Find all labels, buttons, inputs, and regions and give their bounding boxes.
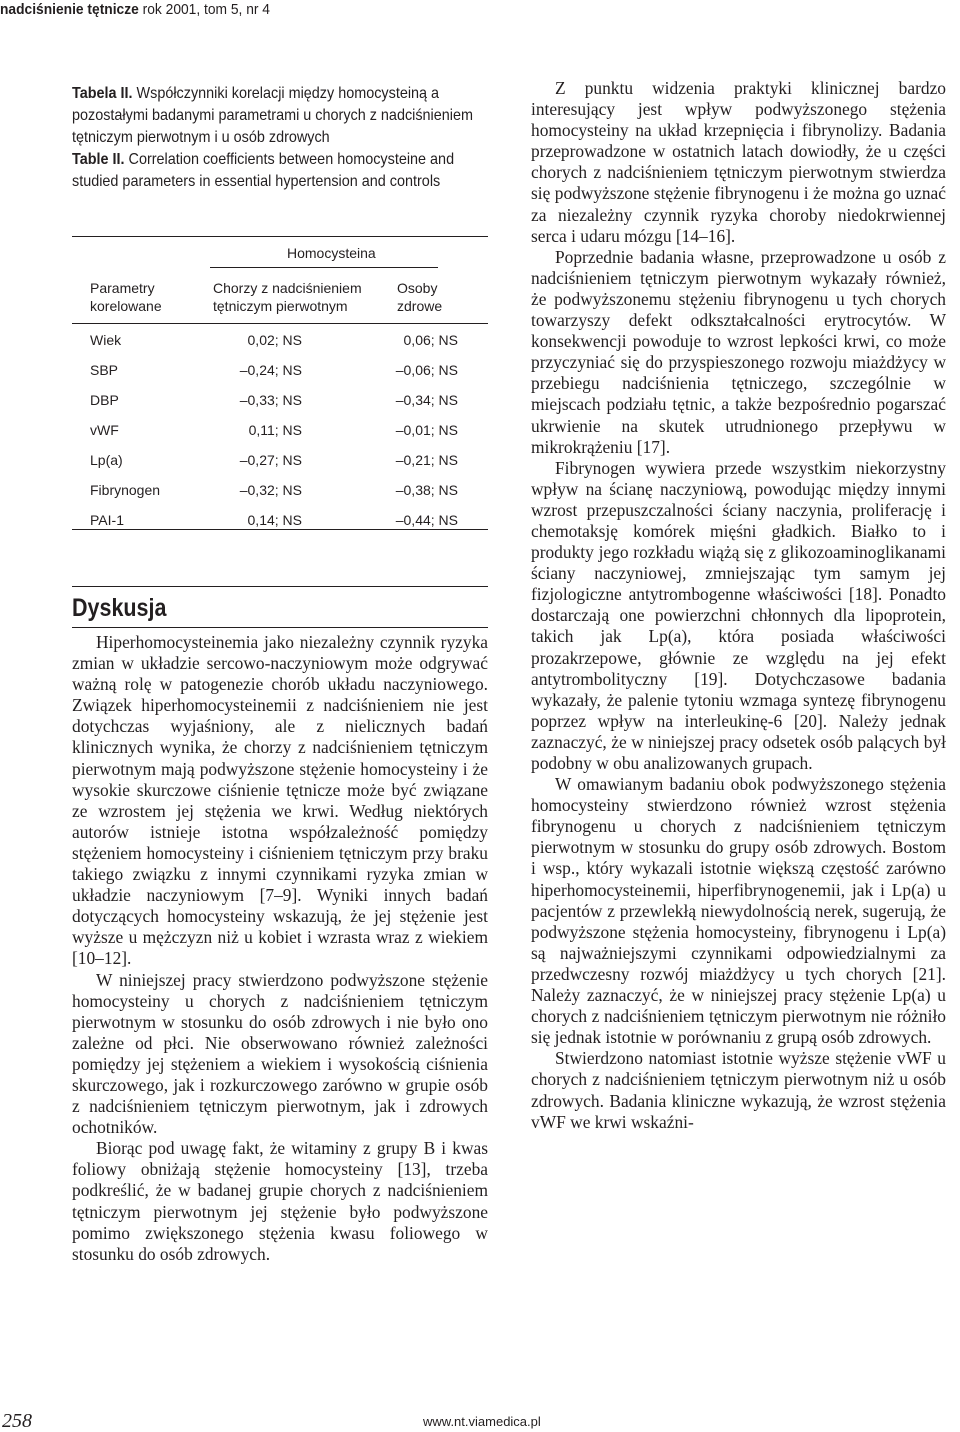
section-rule-bottom	[72, 627, 488, 628]
col-header-parameter-line2: korelowane	[90, 298, 162, 314]
paragraph: Fibrynogen wywiera przede wszystkim niekorzystny wpływ na ścianę naczyniową, powodując między innymi wzrost przepuszczalności ściany naczynia, proliferację i chemotaksję komórek mięśni gładkich. Białko to i produkty jego rozkładu wiążą się z glikozoaminoglikanami ściany naczyniowej, zmniejszając tym samym jej fizjologiczne antytrombogenne właściwości [18]. Ponadto dostarczają one powierzchni chłonnych dla lipoprotein, takich jak Lp(a), która posiada właściwości prozakrzepowe, głównie ze względu na jej efekt antytrombolityczny [19]. Dotychczasowe badania wykazały, że palenie tytoniu wzmaga syntezę fibrynogenu poprzez wpływ na interleukinę-6 [20]. Należy jednak zaznaczyć, że w niniejszej pracy odsetek osób palących był podobny w obu analizowanych grupach.	[531, 457, 946, 773]
journal-name: nadciśnienie tętnicze	[0, 1, 139, 18]
section-title: Dyskusja	[72, 594, 167, 622]
table-row	[72, 389, 488, 411]
table-row	[72, 449, 488, 471]
caption-english	[72, 149, 491, 193]
caption-polish	[72, 83, 491, 149]
cell-healthy: –0,21; NS	[395, 452, 458, 468]
cell-parameter: PAI-1	[90, 512, 124, 528]
table-row	[72, 419, 488, 441]
cell-healthy: –0,06; NS	[395, 362, 458, 378]
left-column-body	[72, 632, 488, 1265]
col-header-patients-line1: Chorzy z nadciśnieniem	[213, 280, 362, 296]
correlation-table	[72, 236, 488, 530]
group-header-rule	[210, 267, 438, 268]
table-row	[72, 479, 488, 501]
cell-parameter: Lp(a)	[90, 452, 123, 468]
col-header-patients-line2: tętniczym pierwotnym	[213, 298, 348, 314]
cell-patients: –0,32; NS	[239, 482, 302, 498]
caption-polish-text: Współczynniki korelacji między homocysteiną a pozostałymi badanymi parametrami u chorych z nadciśnieniem tętniczym pierwotnym i u osób zdrowych	[72, 85, 473, 146]
cell-patients: –0,27; NS	[239, 452, 302, 468]
cell-healthy: –0,44; NS	[395, 512, 458, 528]
cell-healthy: 0,06; NS	[403, 332, 458, 348]
col-header-parameter	[90, 279, 162, 315]
cell-parameter: SBP	[90, 362, 119, 378]
paragraph: Biorąc pod uwagę fakt, że witaminy z grupy B i kwas foliowy obniżają stężenie homocysteiny [13], trzeba podkreślić, że w badanej grupie chorych z nadciśnieniem tętniczym pierwotnym jej stężenie było podwyższone pomimo zwiększonego stężenia kwasu foliowego w stosunku do osób zdrowych.	[72, 1138, 488, 1264]
paragraph: Stwierdzono natomiast istotnie wyższe stężenie vWF u chorych z nadciśnieniem tętniczym pierwotnym niż u osób zdrowych. Badania kliniczne wykazują, że wzrost stężenia vWF we krwi wskaźni-	[531, 1048, 946, 1132]
table-caption	[72, 83, 488, 193]
caption-english-label: Table II.	[72, 151, 125, 168]
cell-healthy: –0,01; NS	[395, 422, 458, 438]
paragraph: W omawianym badaniu obok podwyższonego stężenia homocysteiny stwierdzono również wzrost stężenia fibrynogenu u chorych z nadciśnieniem tętniczym pierwotnym w stosunku do grupy osób zdrowych. Bostom i wsp., który wykazali istotnie większą częstość zarówno hiperhomocysteinemii, hiperfibrynogenemii, jak i Lp(a) u pacjentów z przewlekłą niewydolnością nerek, sugerują, że podwyższone stężenia homocysteiny, fibrynogenu i Lp(a) są najważniejszymi czynnikami odpowiedzialnymi za przedwczesny rozwój miażdżycy u tych chorych [21]. Należy zaznaczyć, że w niniejszej pracy stężenie Lp(a) u chorych z nadciśnieniem tętniczym pierwotnym nie różniło się jednak istotnie w porównaniu z grupą osób zdrowych.	[531, 774, 946, 1048]
cell-parameter: Wiek	[90, 332, 122, 348]
col-header-healthy	[397, 279, 442, 315]
col-header-healthy-line2: zdrowe	[397, 298, 443, 314]
caption-english-text: Correlation coefficients between homocysteine and studied parameters in essential hypertension and controls	[72, 151, 455, 190]
header-rule	[72, 323, 488, 324]
cell-parameter: vWF	[90, 422, 119, 438]
footer-url: www.nt.viamedica.pl	[423, 1414, 541, 1429]
cell-parameter: Fibrynogen	[90, 482, 161, 498]
col-header-healthy-line1: Osoby	[397, 280, 438, 296]
paragraph: W niniejszej pracy stwierdzono podwyższone stężenie homocysteiny u chorych z nadciśnieniem tętniczym pierwotnym w stosunku do osób zdrowych i nie było ono zależne od płci. Nie obserwowano również zależności pomiędzy jej stężeniem a wiekiem i wysokością ciśnienia skurczowego, jak i rozkurczowego zarówno w grupie osób z nadciśnieniem tętniczym pierwotnym, jak i zdrowych ochotników.	[72, 969, 488, 1138]
cell-patients: 0,14; NS	[247, 512, 302, 528]
cell-parameter: DBP	[90, 392, 119, 408]
col-header-parameter-line1: Parametry	[90, 280, 155, 296]
cell-patients: 0,02; NS	[247, 332, 302, 348]
paragraph: Hiperhomocysteinemia jako niezależny czynnik ryzyka zmian w układzie sercowo-naczyniowym może odgrywać ważną rolę w patogenezie chorób układu naczyniowego. Związek hiperhomocysteinemii z nadciśnieniem nie jest dotychczas wyjaśniony, ale z nielicznych badań klinicznych wynika, że chorzy z nadciśnieniem tętniczym pierwotnym mają podwyższone stężenie homocysteiny i że wysokie skurczowe ciśnienie tętnicze może być związane ze wzrostem jej stężenia we krwi. Według niektórych autorów istnieje istotna współzależność pomiędzy stężeniem homocysteiny i ciśnieniem tętniczym przy braku takiego związku z innymi czynnikami ryzyka zmian w układzie naczyniowym [7–9]. Wyniki innych badań dotyczących homocysteiny wskazują, że jej stężenie jest wyższe u mężczyzn niż u kobiet i wzrasta wraz z wiekiem [10–12].	[72, 632, 488, 969]
cell-patients: –0,24; NS	[239, 362, 302, 378]
table-row	[72, 329, 488, 351]
cell-patients: 0,11; NS	[248, 422, 302, 438]
cell-healthy: –0,38; NS	[395, 482, 458, 498]
table-row	[72, 509, 488, 531]
paragraph: Poprzednie badania własne, przeprowadzone u osób z nadciśnieniem tętniczym pierwotnym wykazały również, że podwyższonemu stężeniu fibrynogenu u tych chorych towarzyszy defekt odkształcalności erytrocytów. W konsekwencji powoduje to wzrost lepkości krwi, co może przyczyniać się do przyspieszonego rozwoju miażdżycy w przebiegu nadciśnienia tętniczego, szczególnie w miejscach podziału tętnic, a także bezpośrednio pogarszać ukrwienie na skutek utrudnionego przepływu w mikrokrążeniu [17].	[531, 246, 946, 457]
running-header	[0, 0, 270, 20]
issue-info: rok 2001, tom 5, nr 4	[138, 1, 270, 18]
right-column-body	[531, 78, 946, 1133]
cell-healthy: –0,34; NS	[395, 392, 458, 408]
section-rule-top	[72, 586, 488, 587]
caption-polish-label: Tabela II.	[72, 85, 133, 102]
table-row	[72, 359, 488, 381]
paragraph: Z punktu widzenia praktyki klinicznej bardzo interesujący jest wpływ podwyższonego stężenia homocysteiny na układ krzepnięcia i fibrynolizy. Badania przeprowadzone w ostatnich latach dowiodły, że u części chorych z nadciśnieniem tętniczym pierwotnym stwierdza się podwyższone stężenie fibrynogenu i że można go uznać za niezależny czynnik ryzyka choroby niedokrwiennej serca i udaru mózgu [14–16].	[531, 78, 946, 246]
page-number: 258	[2, 1410, 32, 1432]
col-header-patients	[213, 279, 362, 315]
cell-patients: –0,33; NS	[239, 392, 302, 408]
group-header: Homocysteina	[287, 245, 376, 261]
